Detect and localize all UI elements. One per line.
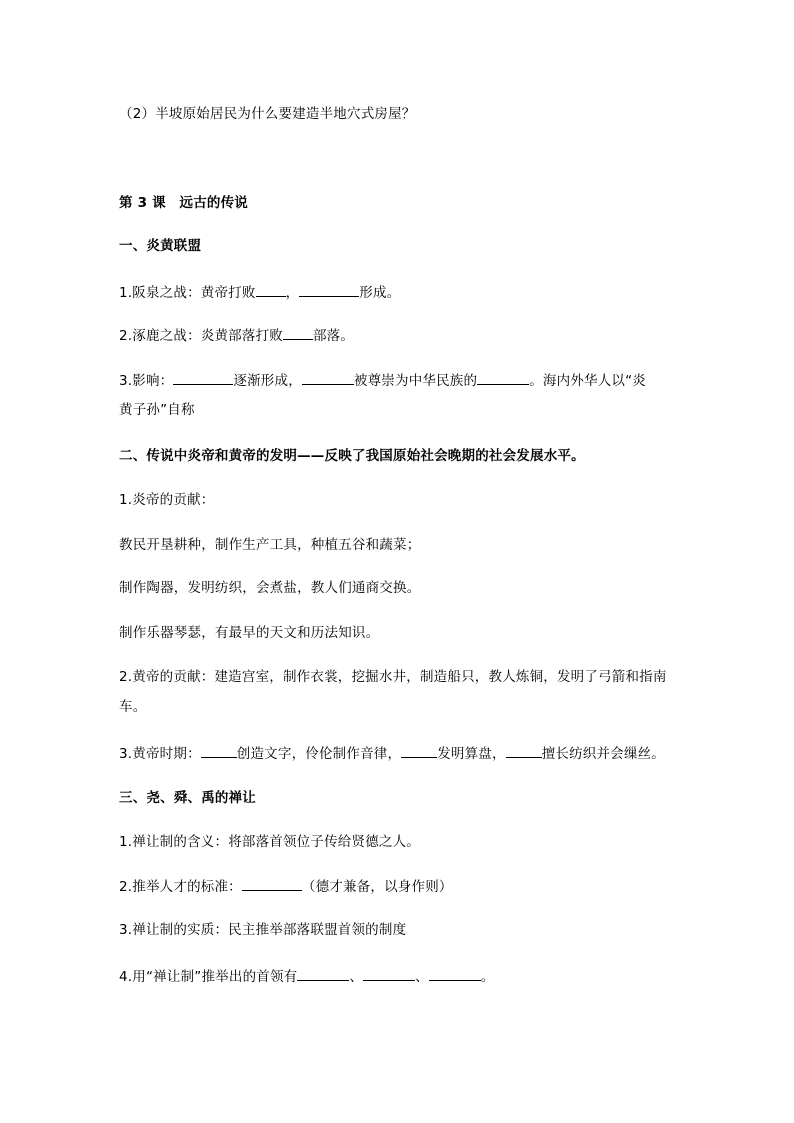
section-1-item-2: 2.涿鹿之战：炎黄部落打败 部落。 <box>119 325 679 346</box>
fill-blank[interactable] <box>299 282 359 297</box>
fill-blank[interactable] <box>173 370 233 385</box>
section-2-item-1-line-2: 制作陶器，发明纺织，会煮盐，教人们通商交换。 <box>119 580 421 596</box>
section-1-item-3-cont: 黄子孙”自称 <box>119 402 195 418</box>
fill-blank[interactable] <box>363 966 415 981</box>
fill-blank[interactable] <box>242 876 302 891</box>
fill-blank[interactable] <box>429 966 481 981</box>
section-3-item-2: 2.推举人才的标准： （德才兼备，以身作则） <box>119 876 679 897</box>
section-1-item-3: 3.影响： 逐渐形成， 被尊崇为中华民族的 。海内外华人以“炎 <box>119 370 679 391</box>
fill-blank[interactable] <box>256 282 286 297</box>
fill-blank[interactable] <box>297 966 349 981</box>
section-3-item-3: 3.禅让制的实质：民主推举部落联盟首领的制度 <box>119 922 407 938</box>
section-3-item-4: 4.用“禅让制”推举出的首领有 、 、 。 <box>119 966 679 987</box>
fill-blank[interactable] <box>401 743 437 758</box>
section-2-item-1-title: 1.炎帝的贡献： <box>119 492 215 508</box>
section-2-item-1-line-3: 制作乐器琴瑟，有最早的天文和历法知识。 <box>119 625 380 641</box>
lesson-title: 第 3 课 远古的传说 <box>119 195 248 211</box>
fill-blank[interactable] <box>302 370 354 385</box>
section-1-item-1: 1.阪泉之战：黄帝打败 ， 形成。 <box>119 282 679 303</box>
fill-blank[interactable] <box>477 370 529 385</box>
fill-blank[interactable] <box>506 743 542 758</box>
section-2-item-3: 3.黄帝时期： 创造文字，伶伦制作音律， 发明算盘， 擅长纺织并会缫丝。 <box>119 743 679 764</box>
question-2: （2）半坡原始居民为什么要建造半地穴式房屋？ <box>119 106 416 122</box>
section-2-heading: 二、传说中炎帝和黄帝的发明——反映了我国原始社会晚期的社会发展水平。 <box>119 448 585 464</box>
section-3-heading: 三、尧、舜、禹的禅让 <box>119 790 256 806</box>
section-2-item-1-line-1: 教民开垦耕种，制作生产工具，种植五谷和蔬菜； <box>119 537 421 553</box>
section-2-item-2: 2.黄帝的贡献：建造宫室，制作衣裳，挖掘水井，制造船只，教人炼铜，发明了弓箭和指南 <box>119 669 667 685</box>
fill-blank[interactable] <box>201 743 237 758</box>
section-3-item-1: 1.禅让制的含义：将部落首领位子传给贤德之人。 <box>119 834 420 850</box>
fill-blank[interactable] <box>283 325 313 340</box>
section-2-item-2-cont: 车。 <box>119 699 147 715</box>
section-1-heading: 一、炎黄联盟 <box>119 238 202 254</box>
